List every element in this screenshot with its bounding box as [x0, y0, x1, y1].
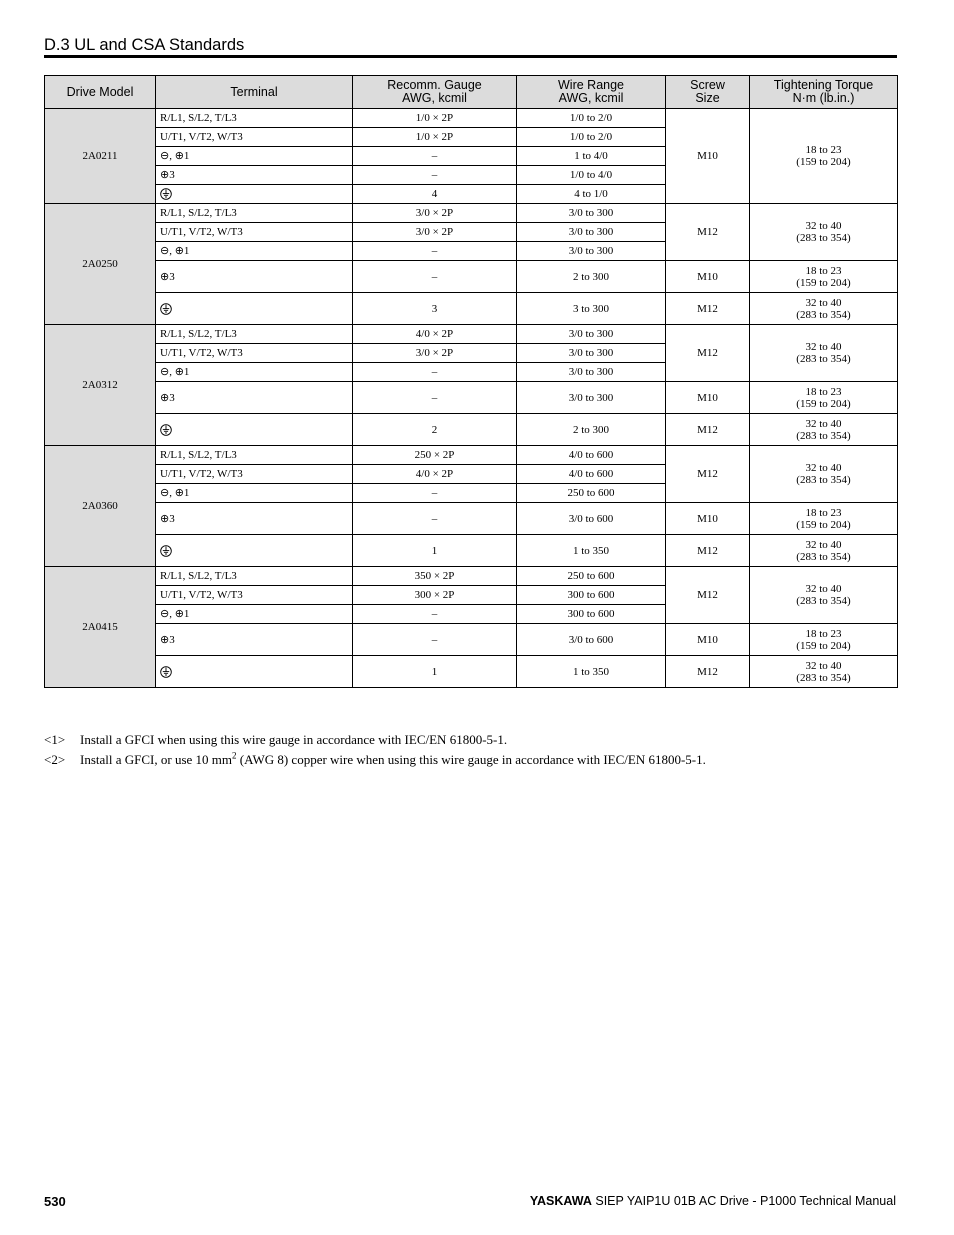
footnote-text: Install a GFCI when using this wire gauge in accordance with IEC/EN 61800-5-1. [80, 732, 508, 747]
torque-cell: 32 to 40 (283 to 354) [750, 293, 898, 325]
table-row [45, 656, 898, 688]
terminal-cell [156, 293, 353, 325]
range-cell: 300 to 600 [517, 586, 666, 605]
terminal-cell: ⊕3 [156, 261, 353, 293]
table-row [45, 414, 898, 446]
terminal-cell [156, 535, 353, 567]
drive-model-cell: 2A0360 [45, 446, 156, 567]
gauge-cell: 1/0 × 2P [353, 109, 517, 128]
torque-cell: 18 to 23 (159 to 204) [750, 382, 898, 414]
gauge-cell: 3/0 × 2P [353, 223, 517, 242]
terminal-cell: R/L1, S/L2, T/L3 [156, 567, 353, 586]
table-row [45, 446, 898, 465]
range-cell: 1/0 to 4/0 [517, 166, 666, 185]
range-cell: 3/0 to 300 [517, 223, 666, 242]
footnote-id: <2> [44, 752, 66, 767]
terminal-cell: R/L1, S/L2, T/L3 [156, 204, 353, 223]
table-row [45, 503, 898, 535]
terminal-cell: ⊕3 [156, 624, 353, 656]
table-row [45, 624, 898, 656]
gauge-cell: – [353, 261, 517, 293]
col-screw-size: Screw Size [666, 76, 750, 109]
range-cell: 4 to 1/0 [517, 185, 666, 204]
footer-doc: SIEP YAIP1U 01B AC Drive - P1000 Technical Manual [591, 1194, 896, 1208]
range-cell: 250 to 600 [517, 484, 666, 503]
range-cell: 3/0 to 300 [517, 242, 666, 261]
gauge-cell: – [353, 503, 517, 535]
terminal-cell: R/L1, S/L2, T/L3 [156, 446, 353, 465]
range-cell: 250 to 600 [517, 567, 666, 586]
screw-cell: M12 [666, 535, 750, 567]
ground-icon [160, 666, 172, 678]
gauge-cell: 1 [353, 656, 517, 688]
drive-model-cell: 2A0312 [45, 325, 156, 446]
table-row [45, 293, 898, 325]
terminal-cell: R/L1, S/L2, T/L3 [156, 325, 353, 344]
gauge-cell: 4 [353, 185, 517, 204]
torque-cell: 18 to 23 (159 to 204) [750, 109, 898, 204]
drive-model-cell: 2A0211 [45, 109, 156, 204]
gauge-cell: 1 [353, 535, 517, 567]
gauge-cell: – [353, 363, 517, 382]
torque-cell: 18 to 23 (159 to 204) [750, 261, 898, 293]
footer-brand: YASKAWA [529, 1194, 592, 1208]
terminal-cell: ⊖, ⊕1 [156, 363, 353, 382]
range-cell: 3/0 to 300 [517, 325, 666, 344]
range-cell: 3/0 to 300 [517, 204, 666, 223]
gauge-cell: 250 × 2P [353, 446, 517, 465]
range-cell: 3/0 to 300 [517, 363, 666, 382]
screw-cell: M12 [666, 293, 750, 325]
screw-cell: M12 [666, 325, 750, 382]
torque-cell: 32 to 40 (283 to 354) [750, 325, 898, 382]
terminal-cell: ⊖, ⊕1 [156, 605, 353, 624]
ground-icon [160, 188, 172, 200]
table-row [45, 109, 898, 128]
screw-cell: M10 [666, 109, 750, 204]
screw-cell: M10 [666, 382, 750, 414]
range-cell: 1 to 350 [517, 535, 666, 567]
gauge-cell: – [353, 166, 517, 185]
screw-cell: M10 [666, 503, 750, 535]
torque-cell: 32 to 40 (283 to 354) [750, 446, 898, 503]
table-row [45, 535, 898, 567]
range-cell: 2 to 300 [517, 261, 666, 293]
table-row [45, 567, 898, 586]
terminal-cell: ⊕3 [156, 503, 353, 535]
drive-model-cell: 2A0415 [45, 567, 156, 688]
footer-doc-title [530, 1194, 896, 1208]
range-cell: 3/0 to 300 [517, 382, 666, 414]
gauge-cell: – [353, 242, 517, 261]
screw-cell: M12 [666, 656, 750, 688]
terminal-cell: U/T1, V/T2, W/T3 [156, 128, 353, 147]
table-row [45, 325, 898, 344]
ground-icon [160, 545, 172, 557]
gauge-cell: – [353, 624, 517, 656]
torque-cell: 32 to 40 (283 to 354) [750, 656, 898, 688]
gauge-cell: – [353, 382, 517, 414]
range-cell: 3/0 to 600 [517, 503, 666, 535]
range-cell: 3/0 to 600 [517, 624, 666, 656]
gauge-cell: – [353, 605, 517, 624]
terminal-cell: U/T1, V/T2, W/T3 [156, 586, 353, 605]
terminal-cell [156, 185, 353, 204]
screw-cell: M12 [666, 446, 750, 503]
gauge-cell: 3 [353, 293, 517, 325]
terminal-cell: R/L1, S/L2, T/L3 [156, 109, 353, 128]
terminal-cell: U/T1, V/T2, W/T3 [156, 465, 353, 484]
gauge-cell: 3/0 × 2P [353, 344, 517, 363]
table-row [45, 261, 898, 293]
drive-model-cell: 2A0250 [45, 204, 156, 325]
gauge-cell: 4/0 × 2P [353, 465, 517, 484]
col-tightening-torque: Tightening Torque N·m (lb.in.) [750, 76, 898, 109]
screw-cell: M12 [666, 204, 750, 261]
wire-gauge-table [44, 75, 898, 688]
gauge-cell: 4/0 × 2P [353, 325, 517, 344]
terminal-cell: U/T1, V/T2, W/T3 [156, 223, 353, 242]
range-cell: 1 to 4/0 [517, 147, 666, 166]
gauge-cell: 1/0 × 2P [353, 128, 517, 147]
terminal-cell: ⊖, ⊕1 [156, 242, 353, 261]
range-cell: 2 to 300 [517, 414, 666, 446]
range-cell: 3 to 300 [517, 293, 666, 325]
gauge-cell: – [353, 484, 517, 503]
terminal-cell: ⊕3 [156, 382, 353, 414]
screw-cell: M12 [666, 567, 750, 624]
gauge-cell: – [353, 147, 517, 166]
torque-cell: 18 to 23 (159 to 204) [750, 503, 898, 535]
range-cell: 1 to 350 [517, 656, 666, 688]
terminal-cell [156, 414, 353, 446]
col-drive-model: Drive Model [45, 76, 156, 109]
gauge-cell: 350 × 2P [353, 567, 517, 586]
gauge-cell: 300 × 2P [353, 586, 517, 605]
ground-icon [160, 424, 172, 436]
torque-cell: 18 to 23 (159 to 204) [750, 624, 898, 656]
range-cell: 3/0 to 300 [517, 344, 666, 363]
torque-cell: 32 to 40 (283 to 354) [750, 204, 898, 261]
page-number: 530 [44, 1194, 66, 1209]
ground-icon [160, 303, 172, 315]
table-row [45, 204, 898, 223]
range-cell: 1/0 to 2/0 [517, 128, 666, 147]
col-recomm-gauge: Recomm. Gauge AWG, kcmil [353, 76, 517, 109]
terminal-cell: ⊖, ⊕1 [156, 484, 353, 503]
terminal-cell: U/T1, V/T2, W/T3 [156, 344, 353, 363]
col-wire-range: Wire Range AWG, kcmil [517, 76, 666, 109]
terminal-cell: ⊕3 [156, 166, 353, 185]
footnote-id: <1> [44, 732, 66, 747]
torque-cell: 32 to 40 (283 to 354) [750, 414, 898, 446]
range-cell: 1/0 to 2/0 [517, 109, 666, 128]
section-title: D.3 UL and CSA Standards [44, 36, 245, 54]
screw-cell: M10 [666, 261, 750, 293]
terminal-cell [156, 656, 353, 688]
gauge-cell: 3/0 × 2P [353, 204, 517, 223]
range-cell: 300 to 600 [517, 605, 666, 624]
table-header-row [45, 76, 898, 109]
screw-cell: M12 [666, 414, 750, 446]
torque-cell: 32 to 40 (283 to 354) [750, 535, 898, 567]
table-row [45, 382, 898, 414]
gauge-cell: 2 [353, 414, 517, 446]
section-rule [44, 55, 897, 58]
footnote-text: Install a GFCI, or use 10 $mm^2$ (AWG 8) copper wire when using this wire gauge in accordance with IEC/EN 61800-5-1. [80, 750, 706, 767]
screw-cell: M10 [666, 624, 750, 656]
torque-cell: 32 to 40 (283 to 354) [750, 567, 898, 624]
col-terminal: Terminal [156, 76, 353, 109]
terminal-cell: ⊖, ⊕1 [156, 147, 353, 166]
range-cell: 4/0 to 600 [517, 465, 666, 484]
range-cell: 4/0 to 600 [517, 446, 666, 465]
